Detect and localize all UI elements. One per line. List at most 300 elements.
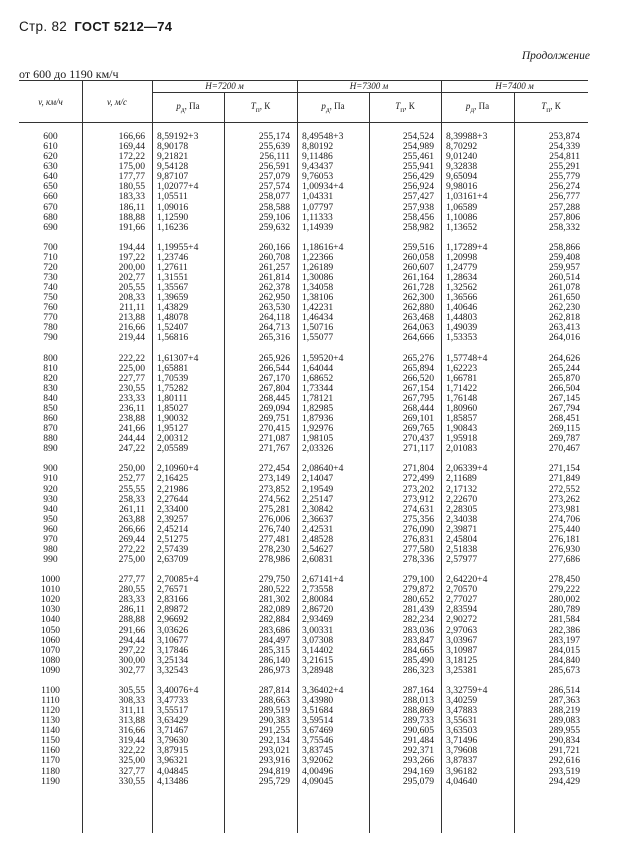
table-cell: 3,87837 xyxy=(446,755,478,767)
header-altitude-7400: H=7400 м xyxy=(495,81,534,91)
table-cell: 271,804 xyxy=(402,463,434,475)
table-cell: 2,54627 xyxy=(302,543,334,555)
table-cell: 260,708 xyxy=(258,251,290,263)
table-cell: 3,28948 xyxy=(302,664,334,676)
table-cell: 269,101 xyxy=(402,413,434,425)
table-cell: 262,378 xyxy=(258,282,290,294)
table-cell: 1090 xyxy=(40,664,61,676)
table-cell: 1,32562 xyxy=(446,282,478,294)
table-cell: 273,149 xyxy=(258,473,290,485)
table-cell: 284,015 xyxy=(548,644,580,656)
table-cell: 297,22 xyxy=(118,644,145,656)
table-cell: 264,626 xyxy=(548,352,580,364)
table-cell: 760 xyxy=(43,302,58,314)
table-cell: 330,55 xyxy=(118,775,145,787)
table-cell: 211,11 xyxy=(119,302,145,314)
table-cell: 278,450 xyxy=(548,574,580,586)
table-cell: 266,504 xyxy=(548,382,580,394)
table-cell: 280,55 xyxy=(118,584,145,596)
table-cell: 275,00 xyxy=(118,554,145,566)
table-cell: 2,28305 xyxy=(446,503,478,515)
table-cell: 610 xyxy=(43,141,58,153)
table-cell: 283,036 xyxy=(402,624,434,636)
table-cell: 278,986 xyxy=(258,554,290,566)
altitude-header-rule xyxy=(152,92,588,93)
table-cell: 1,95918 xyxy=(446,433,478,445)
table-cell: 255,55 xyxy=(118,483,145,495)
table-cell: 2,03326 xyxy=(302,443,334,455)
table-cell: 2,01083 xyxy=(446,443,478,455)
table-cell: 188,88 xyxy=(118,211,145,223)
column-v-ms xyxy=(82,132,145,787)
table-cell: 295,729 xyxy=(258,775,290,787)
table-cell: 640 xyxy=(43,171,58,183)
column-temperature-7200 xyxy=(224,132,290,787)
table-cell: 1,23746 xyxy=(157,251,189,263)
table-cell: 1080 xyxy=(40,654,61,666)
table-cell: 8,49548+3 xyxy=(302,131,344,142)
table-cell: 254,339 xyxy=(548,141,580,153)
table-cell: 258,332 xyxy=(548,221,580,233)
table-cell: 294,429 xyxy=(548,775,580,787)
table-cell: 256,591 xyxy=(258,161,290,173)
table-cell: 2,89872 xyxy=(157,604,189,616)
table-cell: 272,22 xyxy=(118,543,145,555)
table-cell: 327,77 xyxy=(118,765,145,777)
table-cell: 940 xyxy=(43,503,58,515)
table-cell: 276,006 xyxy=(258,513,290,525)
table-cell: 4,04845 xyxy=(157,765,189,777)
table-cell: 1,78121 xyxy=(302,392,334,404)
table-cell: 3,63429 xyxy=(157,715,189,727)
table-cell: 1,03161+4 xyxy=(446,191,488,203)
table-cell: 1,31551 xyxy=(157,272,189,284)
table-cell: 2,57439 xyxy=(157,543,189,555)
table-cell: 1,06589 xyxy=(446,201,478,213)
table-cell: 269,765 xyxy=(402,423,434,435)
table-cell: 287,814 xyxy=(258,684,290,696)
table-cell: 263,413 xyxy=(548,322,580,334)
table-cell: 850 xyxy=(43,402,58,414)
table-cell: 2,45804 xyxy=(446,533,478,545)
table-cell: 1,36566 xyxy=(446,292,478,304)
table-cell: 259,632 xyxy=(258,221,290,233)
table-cell: 287,164 xyxy=(402,684,434,696)
table-cell: 2,57977 xyxy=(446,554,478,566)
table-cell: 1,11333 xyxy=(302,211,333,223)
table-cell: 183,33 xyxy=(118,191,145,203)
table-cell: 2,93469 xyxy=(302,614,334,626)
table-cell: 276,181 xyxy=(548,533,580,545)
table-cell: 2,80084 xyxy=(302,594,334,606)
table-cell: 1,14939 xyxy=(302,221,334,233)
table-cell: 241,66 xyxy=(118,423,145,435)
table-cell: 1,27611 xyxy=(157,261,188,273)
table-cell: 288,88 xyxy=(118,614,145,626)
header-temperature: $T_п$, К xyxy=(250,101,271,114)
table-cell: 276,090 xyxy=(402,523,434,535)
table-cell: 254,989 xyxy=(402,141,434,153)
table-cell: 1,56816 xyxy=(157,332,189,344)
table-cell: 292,134 xyxy=(258,735,290,747)
table-cell: 2,25147 xyxy=(302,493,334,505)
table-cell: 259,957 xyxy=(548,261,580,273)
table-cell: 720 xyxy=(43,261,58,273)
table-cell: 1160 xyxy=(41,745,60,757)
table-cell: 325,00 xyxy=(118,755,145,767)
table-cell: 260,058 xyxy=(402,251,434,263)
table-cell: 216,66 xyxy=(118,322,145,334)
table-cell: 254,524 xyxy=(402,131,434,142)
table-cell: 990 xyxy=(43,554,58,566)
table-cell: 283,197 xyxy=(548,634,580,646)
table-cell: 870 xyxy=(43,423,58,435)
column-pressure-7200 xyxy=(157,132,224,787)
table-cell: 1,34058 xyxy=(302,282,334,294)
table-cell: 288,663 xyxy=(258,694,290,706)
table-cell: 2,83594 xyxy=(446,604,478,616)
table-cell: 1,39659 xyxy=(157,292,189,304)
table-cell: 280,652 xyxy=(402,594,434,606)
table-cell: 279,872 xyxy=(402,584,434,596)
table-cell: 1,20998 xyxy=(446,251,478,263)
table-cell: 259,516 xyxy=(402,241,434,253)
table-cell: 289,733 xyxy=(402,715,434,727)
table-cell: 276,831 xyxy=(402,533,434,545)
table-cell: 260,607 xyxy=(402,261,434,273)
table-cell: 3,17846 xyxy=(157,644,189,656)
table-cell: 4,00496 xyxy=(302,765,334,777)
table-cell: 3,03967 xyxy=(446,634,478,646)
header-altitude-7300: H=7300 м xyxy=(349,81,389,91)
table-cell: 274,562 xyxy=(258,493,290,505)
table-cell: 1030 xyxy=(40,604,61,616)
table-cell: 1,95127 xyxy=(157,423,189,435)
table-cell: 316,66 xyxy=(118,725,145,737)
table-cell: 1,55077 xyxy=(302,332,334,344)
table-cell: 261,11 xyxy=(118,503,145,515)
table-cell: 1110 xyxy=(41,694,60,706)
table-cell: 293,021 xyxy=(258,745,290,757)
table-cell: 2,97063 xyxy=(446,624,478,636)
table-cell: 1,02077+4 xyxy=(157,181,199,193)
table-cell: 1,38106 xyxy=(302,292,334,304)
table-cell: 256,777 xyxy=(548,191,580,203)
table-cell: 1,10086 xyxy=(446,211,478,223)
table-cell: 257,806 xyxy=(548,211,580,223)
table-cell: 730 xyxy=(43,272,58,284)
table-cell: 980 xyxy=(43,543,58,555)
speed-range-caption: от 600 до 1190 км/ч xyxy=(19,67,119,81)
table-cell: 830 xyxy=(43,382,58,394)
header-v-ms: v, м/с xyxy=(106,97,128,107)
table-cell: 2,96692 xyxy=(157,614,189,626)
table-cell: 263,530 xyxy=(258,302,290,314)
table-cell: 289,519 xyxy=(258,705,290,717)
table-cell: 236,11 xyxy=(118,402,145,414)
table-cell: 284,665 xyxy=(402,644,434,656)
table-cell: 1,52407 xyxy=(157,322,189,334)
table-cell: 285,315 xyxy=(258,644,290,656)
page-number: Стр. 82 xyxy=(19,19,68,34)
table-cell: 840 xyxy=(43,392,58,404)
table-cell: 213,88 xyxy=(118,312,145,324)
table-cell: 1040 xyxy=(40,614,61,626)
table-cell: 950 xyxy=(43,513,58,525)
table-cell: 257,288 xyxy=(548,201,580,213)
table-cell: 255,941 xyxy=(402,161,434,173)
table-cell: 8,39988+3 xyxy=(446,131,488,142)
table-cell: 3,10677 xyxy=(157,634,189,646)
table-cell: 261,078 xyxy=(548,282,580,294)
table-cell: 293,916 xyxy=(258,755,290,767)
table-cell: 700 xyxy=(43,241,58,253)
table-cell: 271,849 xyxy=(548,473,580,485)
column-v-kmh xyxy=(19,132,82,787)
table-cell: 291,66 xyxy=(118,624,145,636)
table-cell: 225,00 xyxy=(118,362,145,374)
table-cell: 1,35567 xyxy=(157,282,189,294)
table-cell: 4,13486 xyxy=(157,775,189,787)
table-cell: 253,874 xyxy=(548,131,580,142)
table-cell: 269,115 xyxy=(549,423,580,435)
table-cell: 291,721 xyxy=(548,745,580,757)
table-cell: 800 xyxy=(43,352,58,364)
table-cell: 222,22 xyxy=(118,352,145,364)
table-cell: 9,76053 xyxy=(302,171,334,183)
table-cell: 281,439 xyxy=(402,604,434,616)
table-cell: 1,98105 xyxy=(302,433,334,445)
table-cell: 258,33 xyxy=(118,493,145,505)
table-cell: 2,14047 xyxy=(302,473,334,485)
table-cell: 281,302 xyxy=(258,594,290,606)
header-pressure: $p_д$, Па xyxy=(465,101,490,114)
table-cell: 267,804 xyxy=(258,382,290,394)
table-cell: 1,66781 xyxy=(446,372,478,384)
table-cell: 274,631 xyxy=(402,503,434,515)
table-cell: 265,870 xyxy=(548,372,580,384)
table-cell: 2,73558 xyxy=(302,584,334,596)
table-cell: 2,45214 xyxy=(157,523,189,535)
table-cell: 264,063 xyxy=(402,322,434,334)
table-cell: 286,323 xyxy=(402,664,434,676)
table-cell: 1,64044 xyxy=(302,362,334,374)
table-cell: 2,77027 xyxy=(446,594,478,606)
table-cell: 270,415 xyxy=(258,423,290,435)
header-pressure: $p_д$, Па xyxy=(321,101,345,114)
table-cell: 271,117 xyxy=(403,443,434,455)
table-cell: 257,574 xyxy=(258,181,290,193)
table-cell: 302,77 xyxy=(118,664,145,676)
table-cell: 269,094 xyxy=(258,402,290,414)
col-divider xyxy=(441,80,442,833)
page-header xyxy=(19,19,172,35)
table-cell: 3,67469 xyxy=(302,725,334,737)
table-cell: 257,079 xyxy=(258,171,290,183)
table-cell: 3,43980 xyxy=(302,694,334,706)
table-cell: 3,47733 xyxy=(157,694,189,706)
table-cell: 1,30086 xyxy=(302,272,334,284)
header-temperature: $T_п$, К xyxy=(541,101,561,114)
table-cell: 630 xyxy=(43,161,58,173)
table-cell: 1180 xyxy=(41,765,60,777)
table-cell: 1,53353 xyxy=(446,332,478,344)
table-cell: 750 xyxy=(43,292,58,304)
table-cell: 282,386 xyxy=(548,624,580,636)
table-cell: 202,77 xyxy=(118,272,145,284)
table-cell: 288,013 xyxy=(402,694,434,706)
table-cell: 276,740 xyxy=(258,523,290,535)
table-cell: 650 xyxy=(43,181,58,193)
table-cell: 2,90272 xyxy=(446,614,478,626)
table-cell: 1,42231 xyxy=(302,302,334,314)
table-cell: 286,973 xyxy=(258,664,290,676)
table-cell: 279,222 xyxy=(548,584,580,596)
table-cell: 670 xyxy=(43,201,58,213)
table-cell: 260,514 xyxy=(548,272,580,284)
table-cell: 3,79608 xyxy=(446,745,478,757)
table-cell: 1,13652 xyxy=(446,221,478,233)
table-cell: 238,88 xyxy=(118,413,145,425)
table-cell: 9,21821 xyxy=(157,151,189,163)
table-cell: 275,281 xyxy=(258,503,290,515)
table-cell: 1120 xyxy=(41,705,60,717)
table-cell: 9,32838 xyxy=(446,161,478,173)
table-cell: 255,291 xyxy=(548,161,580,173)
table-cell: 256,274 xyxy=(548,181,580,193)
table-cell: 265,894 xyxy=(402,362,434,374)
table-cell: 319,44 xyxy=(118,735,145,747)
table-cell: 269,751 xyxy=(258,413,290,425)
table-cell: 1,70539 xyxy=(157,372,189,384)
table-cell: 266,66 xyxy=(118,523,145,535)
table-cell: 264,118 xyxy=(259,312,290,324)
table-cell: 4,09045 xyxy=(302,775,334,787)
table-cell: 308,33 xyxy=(118,694,145,706)
table-cell: 2,63709 xyxy=(157,554,189,566)
table-cell: 262,300 xyxy=(402,292,434,304)
table-cell: 255,174 xyxy=(258,131,290,142)
table-cell: 1,61307+4 xyxy=(157,352,199,364)
table-cell: 1,00934+4 xyxy=(302,181,344,193)
table-cell: 8,59192+3 xyxy=(157,131,199,142)
table-cell: 285,673 xyxy=(548,664,580,676)
table-cell: 1,19955+4 xyxy=(157,241,199,253)
table-cell: 270,437 xyxy=(402,433,434,445)
table-cell: 3,87915 xyxy=(157,745,189,757)
table-cell: 194,44 xyxy=(118,241,145,253)
table-cell: 1,05511 xyxy=(157,191,188,203)
table-cell: 286,11 xyxy=(118,604,145,616)
table-cell: 271,767 xyxy=(258,443,290,455)
table-cell: 255,461 xyxy=(402,151,434,163)
table-cell: 1,26189 xyxy=(302,261,334,273)
table-cell: 1,73344 xyxy=(302,382,334,394)
table-cell: 278,230 xyxy=(258,543,290,555)
table-cell: 2,36637 xyxy=(302,513,334,525)
table-cell: 2,60831 xyxy=(302,554,334,566)
table-cell: 286,140 xyxy=(258,654,290,666)
table-cell: 250,00 xyxy=(118,463,145,475)
table-cell: 258,982 xyxy=(402,221,434,233)
table-cell: 2,51838 xyxy=(446,543,478,555)
table-cell: 279,100 xyxy=(402,574,434,586)
table-cell: 1,85027 xyxy=(157,402,189,414)
table-cell: 200,00 xyxy=(118,261,145,273)
table-cell: 295,079 xyxy=(402,775,434,787)
table-cell: 254,811 xyxy=(549,151,580,163)
table-cell: 2,51275 xyxy=(157,533,189,545)
table-cell: 286,514 xyxy=(548,684,580,696)
table-cell: 277,77 xyxy=(118,574,145,586)
table-cell: 256,924 xyxy=(402,181,434,193)
table-cell: 3,79630 xyxy=(157,735,189,747)
table-cell: 970 xyxy=(43,533,58,545)
table-cell: 680 xyxy=(43,211,58,223)
table-cell: 273,852 xyxy=(258,483,290,495)
table-cell: 261,650 xyxy=(548,292,580,304)
table-cell: 233,33 xyxy=(118,392,145,404)
table-cell: 1190 xyxy=(41,775,60,787)
table-cell: 3,14402 xyxy=(302,644,334,656)
table-cell: 1,90843 xyxy=(446,423,478,435)
table-cell: 290,383 xyxy=(258,715,290,727)
table-cell: 277,481 xyxy=(258,533,290,545)
table-cell: 3,25134 xyxy=(157,654,189,666)
table-cell: 790 xyxy=(43,332,58,344)
table-cell: 311,11 xyxy=(119,705,145,717)
table-cell: 2,06339+4 xyxy=(446,463,488,475)
table-cell: 277,580 xyxy=(402,543,434,555)
table-cell: 2,39257 xyxy=(157,513,189,525)
table-cell: 2,48528 xyxy=(302,533,334,545)
table-cell: 1,92976 xyxy=(302,423,334,435)
table-cell: 2,11689 xyxy=(446,473,477,485)
table-cell: 260,166 xyxy=(258,241,290,253)
table-cell: 269,44 xyxy=(118,533,145,545)
table-cell: 1,85857 xyxy=(446,413,478,425)
table-cell: 2,39871 xyxy=(446,523,478,535)
table-cell: 275,356 xyxy=(402,513,434,525)
table-cell: 265,316 xyxy=(258,332,290,344)
table-cell: 9,65094 xyxy=(446,171,478,183)
table-cell: 264,016 xyxy=(548,332,580,344)
table-cell: 2,83166 xyxy=(157,594,189,606)
continuation-label: Продолжение xyxy=(521,50,590,62)
table-cell: 3,59514 xyxy=(302,715,334,727)
table-cell: 290,834 xyxy=(548,735,580,747)
table-cell: 1,48078 xyxy=(157,312,189,324)
table-cell: 1060 xyxy=(40,634,61,646)
table-cell: 3,03626 xyxy=(157,624,189,636)
col-divider xyxy=(297,80,298,833)
table-cell: 2,86720 xyxy=(302,604,334,616)
table-cell: 3,83745 xyxy=(302,745,334,757)
table-cell: 289,083 xyxy=(548,715,580,727)
table-cell: 1,04331 xyxy=(302,191,334,203)
table-cell: 272,454 xyxy=(258,463,290,475)
table-cell: 288,219 xyxy=(548,705,580,717)
table-cell: 290,605 xyxy=(402,725,434,737)
table-cell: 2,10960+4 xyxy=(157,463,199,475)
table-cell: 3,71496 xyxy=(446,735,478,747)
table-cell: 1,46434 xyxy=(302,312,334,324)
table-cell: 3,21615 xyxy=(302,654,334,666)
table-cell: 780 xyxy=(43,322,58,334)
column-pressure-7300 xyxy=(302,132,369,787)
table-cell: 219,44 xyxy=(118,332,145,344)
table-cell: 268,444 xyxy=(402,402,434,414)
